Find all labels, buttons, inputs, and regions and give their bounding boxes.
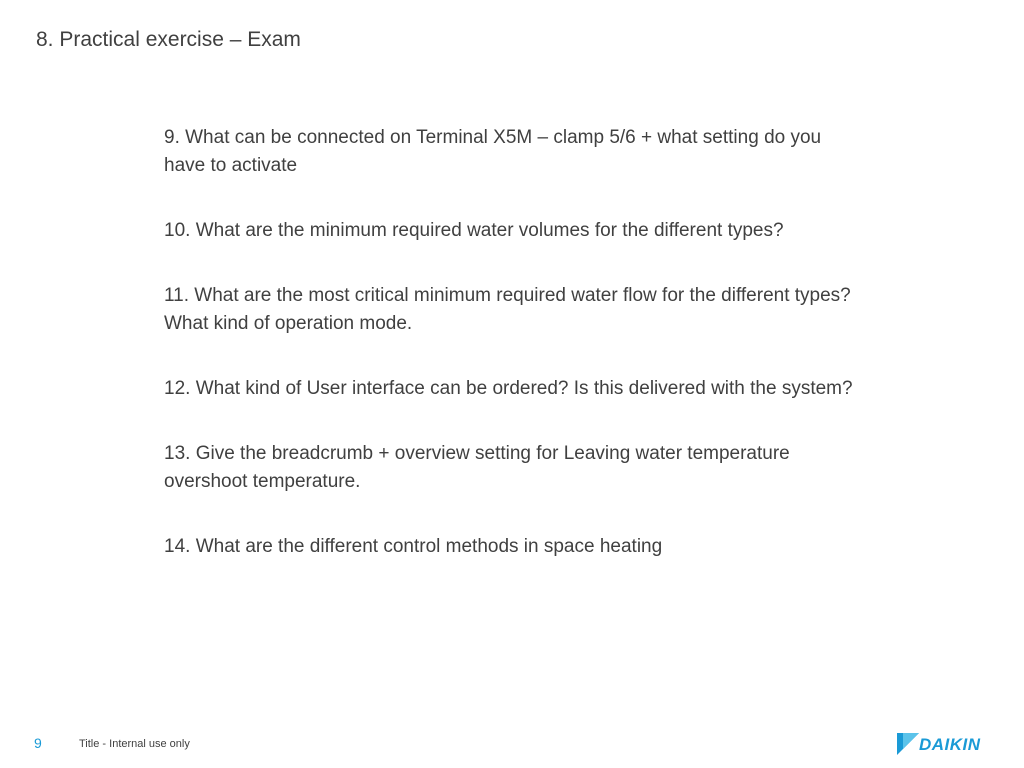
question-item: 13. Give the breadcrumb + overview setting for Leaving water temperature overshoot temperature. bbox=[164, 443, 790, 492]
question-item: 10. What are the minimum required water volumes for the different types? bbox=[164, 220, 784, 241]
daikin-logo-text: DAIKIN bbox=[919, 735, 981, 754]
question-item: 12. What kind of User interface can be ordered? Is this delivered with the system? bbox=[164, 378, 853, 399]
question-item: 9. What can be connected on Terminal X5M – clamp 5/6 + what setting do you have to activate bbox=[164, 127, 822, 176]
footer-text: Title - Internal use only bbox=[79, 738, 190, 750]
question-item: 11. What are the most critical minimum required water flow for the different types? What kind of operation mode. bbox=[164, 285, 851, 334]
question-list bbox=[164, 124, 864, 598]
daikin-logo bbox=[897, 731, 1007, 757]
page-number: 9 bbox=[34, 735, 42, 751]
slide-title: 8. Practical exercise – Exam bbox=[36, 28, 301, 51]
question-item: 14. What are the different control methods in space heating bbox=[164, 536, 663, 557]
